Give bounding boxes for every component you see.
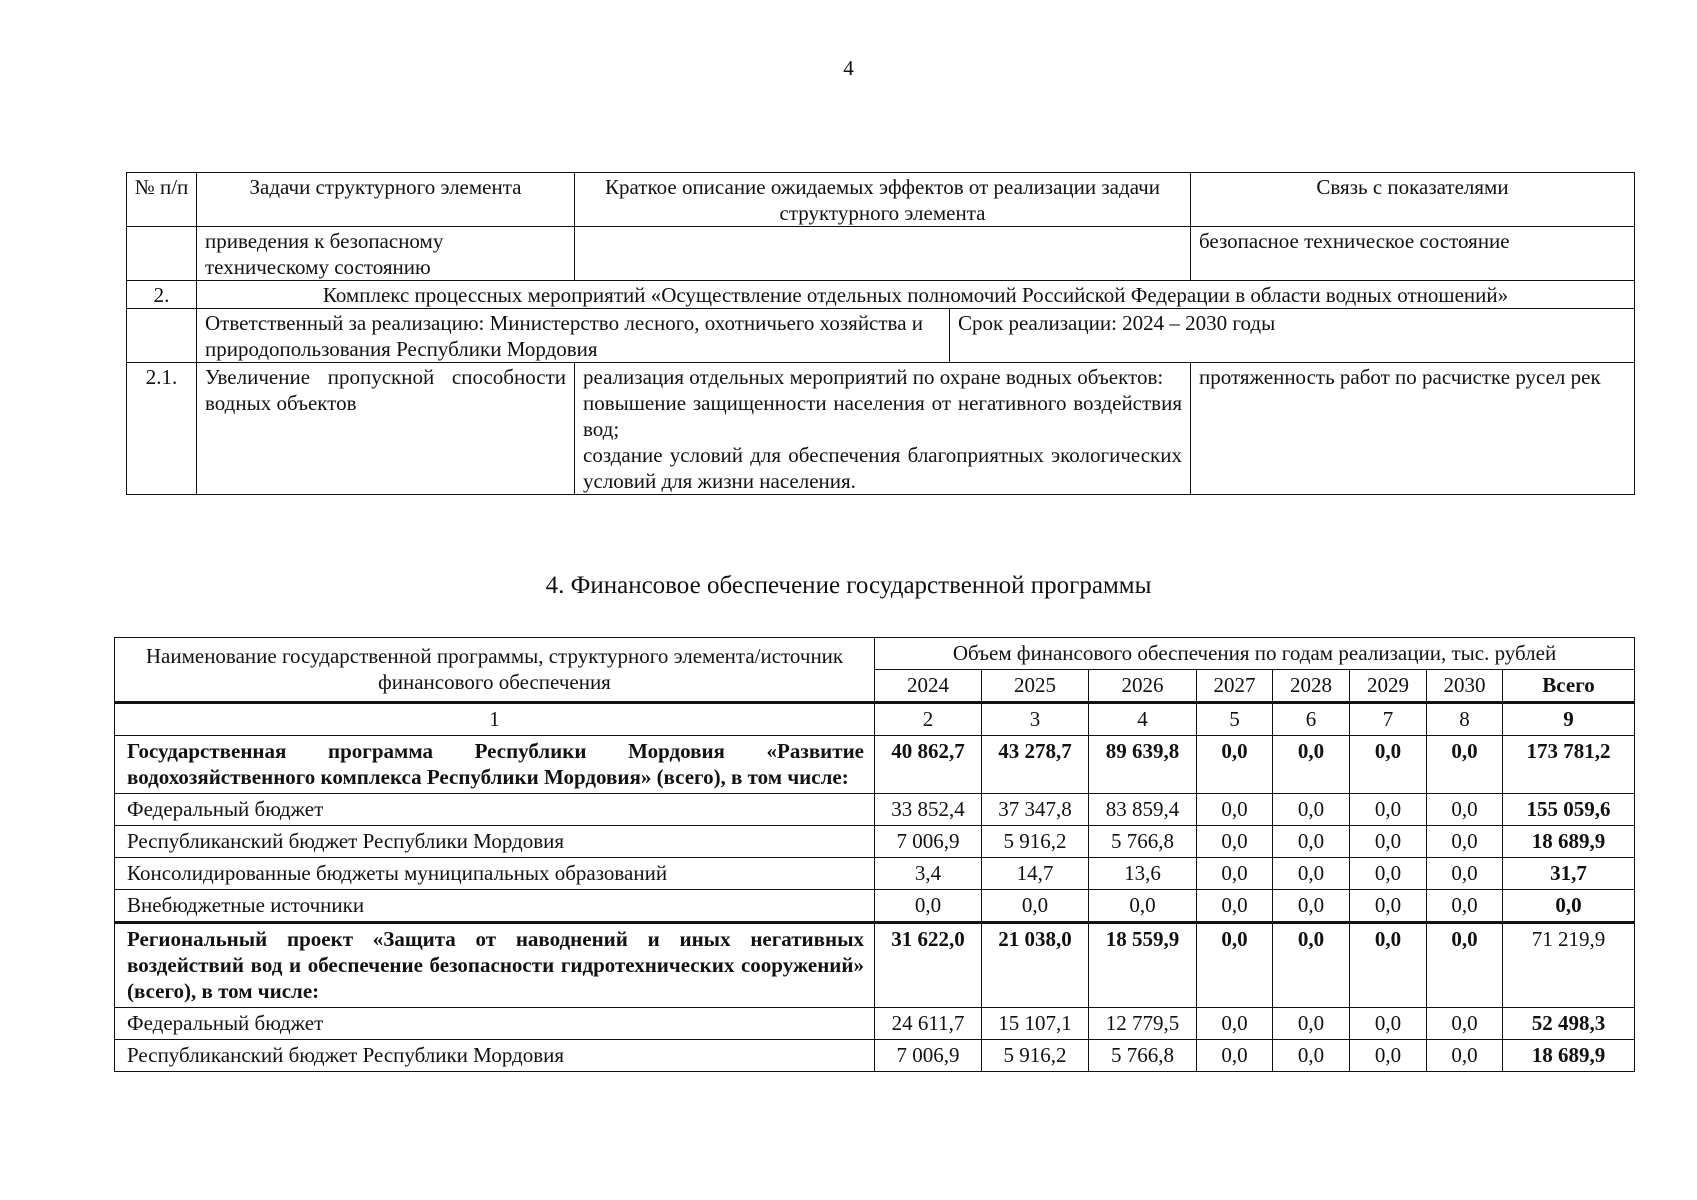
cell-link: безопасное техническое состояние	[1191, 227, 1635, 281]
table-row	[115, 1040, 1635, 1072]
row-value: 0,0	[1350, 1008, 1427, 1040]
row-value: 0,0	[1197, 858, 1273, 890]
year-header: 2027	[1197, 670, 1273, 703]
col-number: 2	[875, 703, 982, 736]
row-value: 89 639,8	[1089, 736, 1197, 794]
task-link: протяженность работ по расчистке русел рек	[1191, 363, 1635, 495]
row-name: Федеральный бюджет	[115, 1008, 875, 1040]
complex-num: 2.	[127, 281, 197, 309]
year-header: 2029	[1350, 670, 1427, 703]
row-value: 0,0	[1427, 736, 1503, 794]
header-tasks: Задачи структурного элемента	[197, 173, 575, 227]
row-value: 0,0	[1273, 736, 1350, 794]
row-value: 18 559,9	[1089, 923, 1197, 1008]
responsible-cell	[197, 309, 1635, 363]
header-num: № п/п	[127, 173, 197, 227]
row-value: 40 862,7	[875, 736, 982, 794]
row-value: 31 622,0	[875, 923, 982, 1008]
header-link: Связь с показателями	[1191, 173, 1635, 227]
table-row	[115, 890, 1635, 923]
row-total: 31,7	[1503, 858, 1635, 890]
row-value: 0,0	[1427, 826, 1503, 858]
row-value: 0,0	[1427, 858, 1503, 890]
year-header: 2030	[1427, 670, 1503, 703]
task-text: Увеличение пропускной способности водных объектов	[197, 363, 575, 495]
cell-effect	[575, 227, 1191, 281]
row-value: 0,0	[1273, 1008, 1350, 1040]
tasks-table	[126, 172, 1635, 495]
row-value: 0,0	[982, 890, 1089, 923]
row-total: 18 689,9	[1503, 826, 1635, 858]
row-value: 13,6	[1089, 858, 1197, 890]
term-text: Срок реализации: 2024 – 2030 годы	[958, 311, 1276, 335]
row-value: 0,0	[1350, 736, 1427, 794]
tasks-header-row	[127, 173, 1635, 227]
row-value: 0,0	[1350, 1040, 1427, 1072]
table-row	[115, 1008, 1635, 1040]
row-name: Региональный проект «Защита от наводнений и иных негативных воздействий вод и обеспечение безопасности гидротехнических сооружений» (всего), в том числе:	[115, 923, 875, 1008]
row-value: 0,0	[1273, 890, 1350, 923]
section-title: 4. Финансовое обеспечение государственной программы	[545, 572, 1152, 599]
task-num: 2.1.	[127, 363, 197, 495]
row-value: 0,0	[1273, 826, 1350, 858]
row-name: Консолидированные бюджеты муниципальных образований	[115, 858, 875, 890]
row-name: Республиканский бюджет Республики Мордовия	[115, 826, 875, 858]
row-value: 0,0	[1089, 890, 1197, 923]
complex-title: Комплекс процессных мероприятий «Осуществление отдельных полномочий Российской Федерации в области водных отношений»	[197, 281, 1635, 309]
effect-line: реализация отдельных мероприятий по охране водных объектов:	[583, 365, 1164, 389]
col-number: 9	[1503, 703, 1635, 736]
row-value: 3,4	[875, 858, 982, 890]
row-value: 0,0	[1197, 1040, 1273, 1072]
row-value: 0,0	[1427, 1008, 1503, 1040]
row-value: 0,0	[1427, 890, 1503, 923]
header-name: Наименование государственной программы, структурного элемента/источник финансового обеспечения	[115, 638, 875, 703]
row-value: 7 006,9	[875, 826, 982, 858]
row-value: 0,0	[1350, 794, 1427, 826]
col-number: 8	[1427, 703, 1503, 736]
row-total: 155 059,6	[1503, 794, 1635, 826]
table-row	[115, 736, 1635, 794]
row-name: Федеральный бюджет	[115, 794, 875, 826]
row-value: 0,0	[1350, 890, 1427, 923]
row-total: 18 689,9	[1503, 1040, 1635, 1072]
row-value: 0,0	[1197, 923, 1273, 1008]
row-total: 173 781,2	[1503, 736, 1635, 794]
row-value: 24 611,7	[875, 1008, 982, 1040]
row-value: 33 852,4	[875, 794, 982, 826]
row-value: 0,0	[1197, 794, 1273, 826]
cell-num	[127, 309, 197, 363]
row-value: 7 006,9	[875, 1040, 982, 1072]
effect-line: создание условий для обеспечения благоприятных экологических условий для жизни населения.	[583, 443, 1182, 493]
row-total: 0,0	[1503, 890, 1635, 923]
row-value: 0,0	[1273, 1040, 1350, 1072]
total-header: Всего	[1503, 670, 1635, 703]
row-value: 0,0	[1350, 826, 1427, 858]
table-row	[115, 858, 1635, 890]
row-value: 12 779,5	[1089, 1008, 1197, 1040]
row-value: 0,0	[1273, 923, 1350, 1008]
task-effects	[575, 363, 1191, 495]
row-value: 0,0	[1350, 858, 1427, 890]
row-value: 0,0	[1197, 890, 1273, 923]
responsible-text: Ответственный за реализацию: Министерство лесного, охотничьего хозяйства и природопользования Республики Мордовия	[197, 309, 950, 362]
table-row	[115, 923, 1635, 1008]
row-value: 0,0	[1427, 923, 1503, 1008]
header-effects: Краткое описание ожидаемых эффектов от реализации задачи структурного элемента	[575, 173, 1191, 227]
row-value: 0,0	[1427, 794, 1503, 826]
row-total: 71 219,9	[1503, 923, 1635, 1008]
row-value: 5 766,8	[1089, 826, 1197, 858]
row-value: 0,0	[1197, 736, 1273, 794]
year-header: 2026	[1089, 670, 1197, 703]
finance-table	[114, 637, 1635, 1072]
table-row	[115, 826, 1635, 858]
row-value: 0,0	[1350, 923, 1427, 1008]
row-value: 0,0	[1427, 1040, 1503, 1072]
effect-line: повышение защищенности населения от негативного воздействия вод;	[583, 391, 1182, 441]
year-header: 2028	[1273, 670, 1350, 703]
col-number: 7	[1350, 703, 1427, 736]
row-value: 14,7	[982, 858, 1089, 890]
row-value: 5 766,8	[1089, 1040, 1197, 1072]
row-value: 83 859,4	[1089, 794, 1197, 826]
year-header: 2024	[875, 670, 982, 703]
row-name: Республиканский бюджет Республики Мордовия	[115, 1040, 875, 1072]
responsible-row	[127, 309, 1635, 363]
task-row	[127, 363, 1635, 495]
year-header: 2025	[982, 670, 1089, 703]
row-value: 0,0	[875, 890, 982, 923]
row-value: 0,0	[1197, 826, 1273, 858]
row-value: 0,0	[1273, 794, 1350, 826]
row-value: 15 107,1	[982, 1008, 1089, 1040]
cell-num	[127, 227, 197, 281]
row-value: 5 916,2	[982, 826, 1089, 858]
col-number: 1	[115, 703, 875, 736]
table-row	[127, 227, 1635, 281]
header-volume: Объем финансового обеспечения по годам реализации, тыс. рублей	[875, 638, 1635, 670]
row-total: 52 498,3	[1503, 1008, 1635, 1040]
row-value: 5 916,2	[982, 1040, 1089, 1072]
row-value: 37 347,8	[982, 794, 1089, 826]
column-numbers-row	[115, 703, 1635, 736]
col-number: 6	[1273, 703, 1350, 736]
row-value: 0,0	[1197, 1008, 1273, 1040]
col-number: 5	[1197, 703, 1273, 736]
row-name: Государственная программа Республики Мордовия «Развитие водохозяйственного комплекса Республики Мордовия» (всего), в том числе:	[115, 736, 875, 794]
row-name: Внебюджетные источники	[115, 890, 875, 923]
row-value: 43 278,7	[982, 736, 1089, 794]
finance-header-row	[115, 638, 1635, 670]
col-number: 4	[1089, 703, 1197, 736]
col-number: 3	[982, 703, 1089, 736]
row-value: 0,0	[1273, 858, 1350, 890]
row-value: 21 038,0	[982, 923, 1089, 1008]
complex-row	[127, 281, 1635, 309]
table-row	[115, 794, 1635, 826]
cell-task: приведения к безопасному техническому состоянию	[197, 227, 575, 281]
page-number: 4	[843, 56, 854, 80]
